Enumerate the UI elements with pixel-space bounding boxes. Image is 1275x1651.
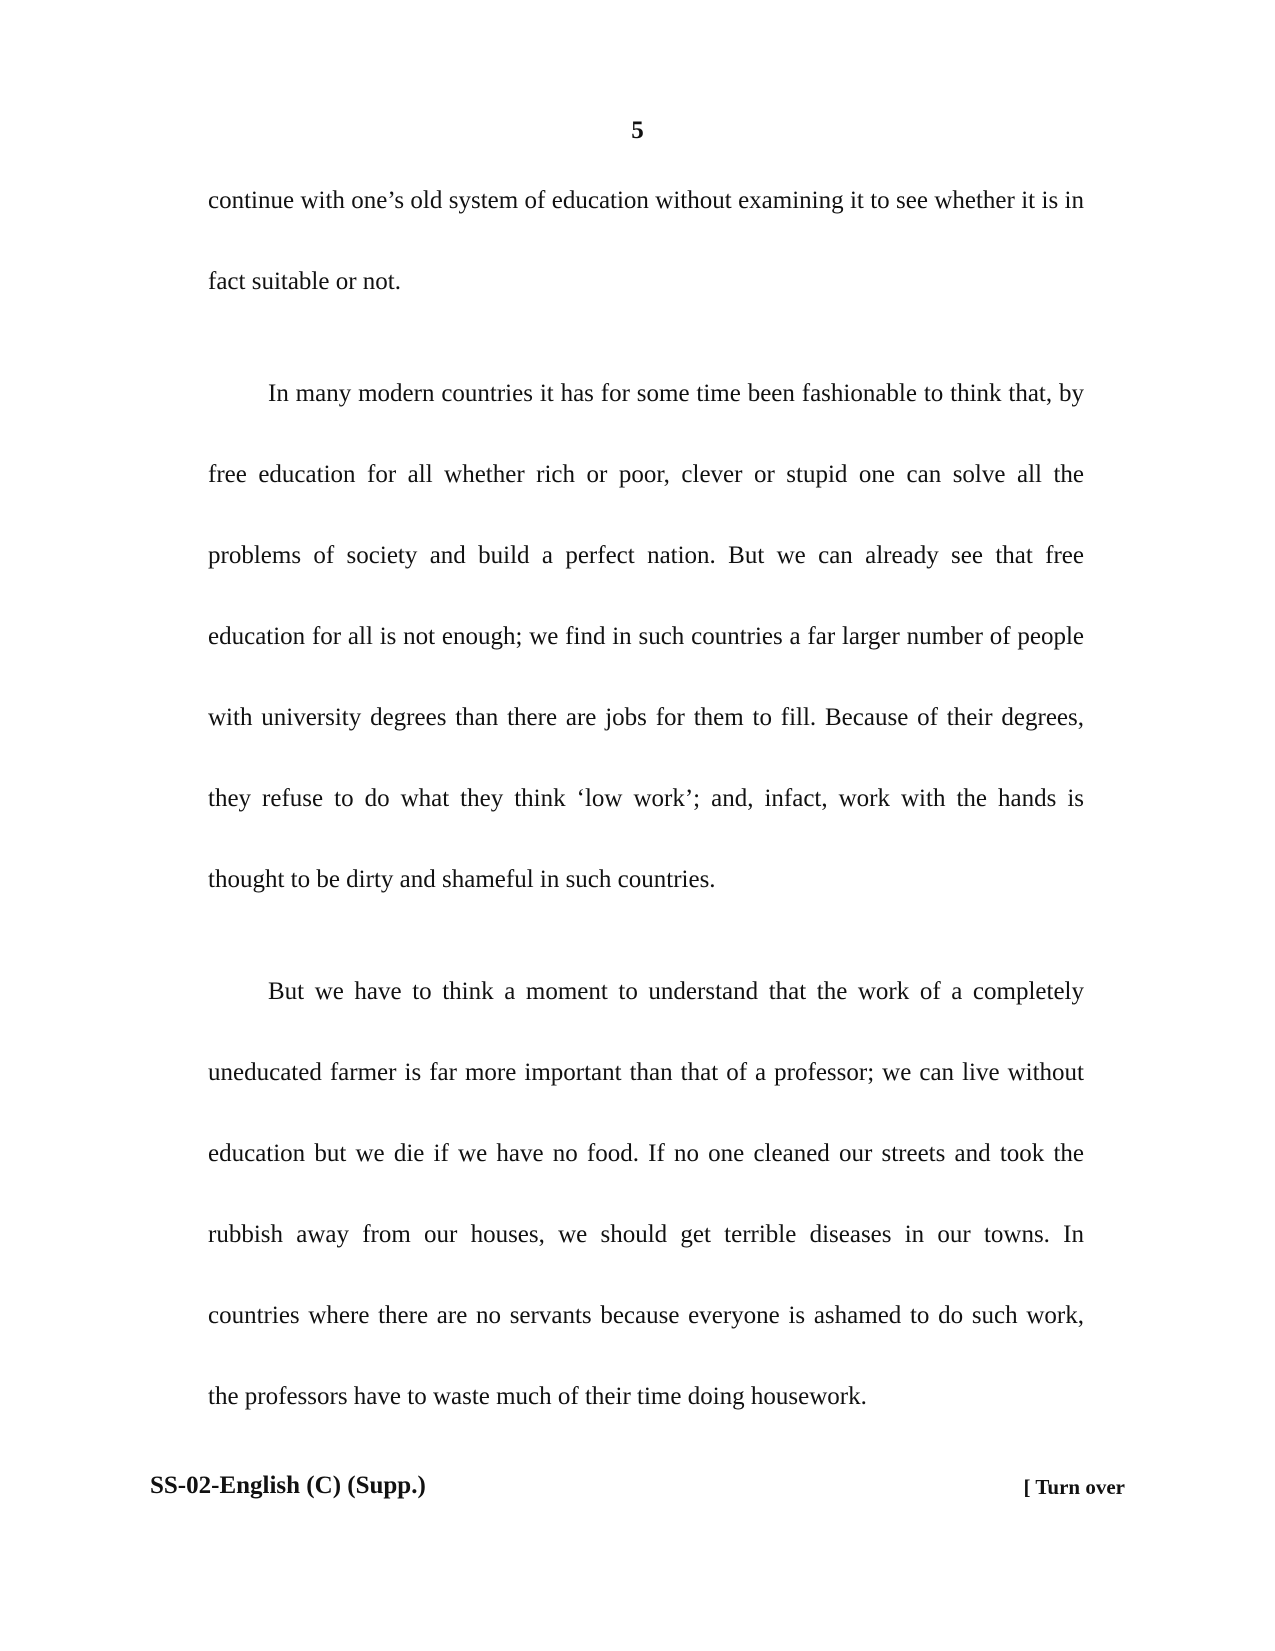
paper-code: SS-02-English (C) (Supp.) xyxy=(150,1472,426,1499)
page-footer xyxy=(150,1470,1125,1502)
page-number: 5 xyxy=(631,117,644,144)
paragraph-farmer-work: But we have to think a moment to understand that the work of a completely uneducated farmer is far more important than that of a professor; we can live without education but we die if we have no food. If no one cleaned our streets and took the rubbish away from our houses, we should get terrible diseases in our towns. In countries where there are no servants because everyone is ashamed to do such work, the professors have to waste much of their time doing housework. xyxy=(208,978,1084,1410)
paragraph-free-education: In many modern countries it has for some time been fashionable to think that, by free education for all whether rich or poor, clever or stupid one can solve all the problems of society and build a perfect nation. But we can already see that free education for all is not enough; we find in such countries a far larger number of people with university degrees than there are jobs for them to fill. Because of their degrees, they refuse to do what they think ‘low work’; and, infact, work with the hands is thought to be dirty and shameful in such countries. xyxy=(208,380,1084,893)
turn-over-label: [ Turn over xyxy=(1023,1475,1125,1499)
paragraph-continuation: continue with one’s old system of education without examining it to see whether it is in fact suitable or not. xyxy=(208,187,1084,295)
passage-body xyxy=(208,160,1084,1437)
